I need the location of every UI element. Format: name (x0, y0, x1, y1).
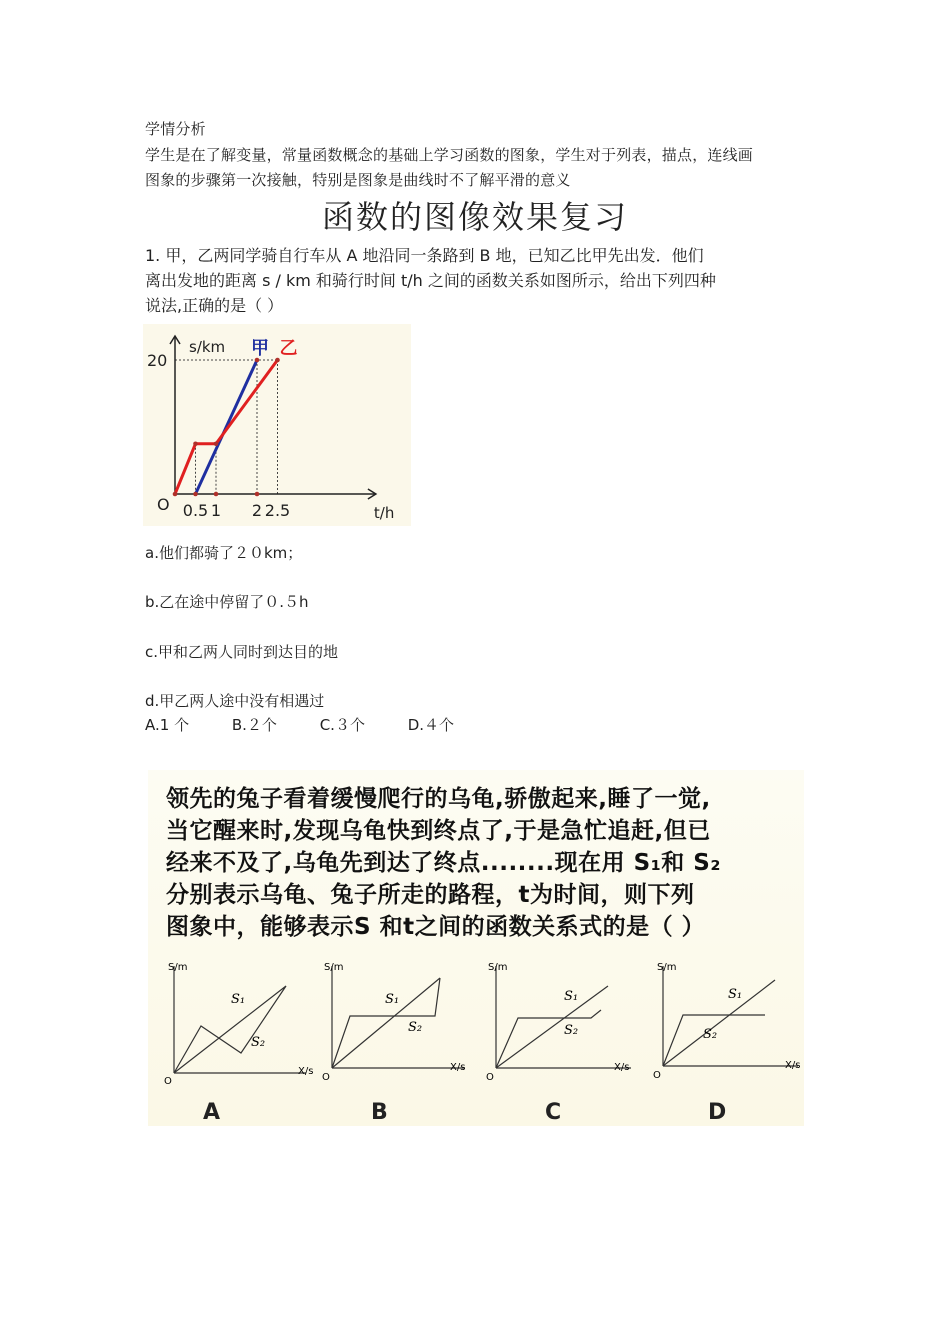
page-title: 函数的图像效果复习 (321, 198, 628, 236)
graph-d-ylabel: S/m (657, 962, 677, 973)
graph-b-xlabel: X/s (450, 1062, 466, 1073)
analysis-text-line-2: 图象的步骤第一次接触，特别是图象是曲线时不了解平滑的意义 (145, 171, 571, 189)
series-1-point-1 (193, 441, 198, 446)
question2-line-4: 分别表示乌龟、兔子所走的路程，t为时间，则下列 (166, 882, 695, 908)
x-tick-label-1: 1 (210, 501, 222, 520)
y-tick-label-20: 20 (147, 351, 168, 370)
graph-a-s2: S₂ (251, 1035, 266, 1050)
series-label-jia: 甲 (251, 338, 269, 359)
series-1-point-0 (173, 492, 178, 497)
graph-b-s1: S₁ (385, 992, 400, 1007)
x-tick-label-0: 0.5 (182, 501, 209, 520)
graph-c-s2-line (496, 1010, 601, 1068)
graph-c-s1-line (496, 986, 608, 1068)
tortoise-hare-question (148, 770, 804, 1126)
graph-b-ylabel: S/m (324, 962, 344, 973)
option-c: c.甲和乙两人同时到达目的地 (145, 643, 339, 661)
tick-point-1 (214, 492, 219, 497)
series-1-point-2 (214, 441, 219, 446)
question1-line-2: 离出发地的距离 s / km 和骑行时间 t/h 之间的函数关系如图所示，给出下列四种 (145, 271, 716, 290)
graph-d-label: D (708, 1100, 727, 1125)
series-0-point-0 (193, 492, 198, 497)
graph-c-xlabel: X/s (614, 1062, 630, 1073)
x-tick-label-3: 2.5 (264, 501, 291, 520)
graph-a-origin: O (164, 1076, 172, 1087)
graph-a-lines (174, 986, 286, 1073)
graph-c-s2: S₂ (564, 1023, 579, 1038)
graph-d-origin: O (653, 1070, 661, 1081)
question2-line-2: 当它醒来时,发现乌龟快到终点了,于是急忙追赶,但已 (166, 818, 711, 844)
graph-c-s1: S₁ (564, 989, 579, 1004)
distance-time-chart (143, 324, 411, 526)
analysis-text-line-1: 学生是在了解变量，常量函数概念的基础上学习函数的图象，学生对于列表，描点，连线画 (145, 146, 754, 164)
answer-choices (145, 714, 492, 735)
question1-line-1: 1. 甲，乙两同学骑自行车从 A 地沿同一条路到 B 地，已知乙比甲先出发．他们 (145, 246, 704, 265)
graph-a-label: A (203, 1100, 221, 1125)
graph-d-xlabel: X/s (785, 1060, 801, 1071)
choice-d: D.４个 (407, 716, 455, 734)
graph-a-ylabel: S/m (168, 962, 188, 973)
analysis-heading: 学情分析 (145, 120, 206, 138)
graph-a-s1: S₁ (231, 992, 246, 1007)
question2-line-3: 经来不及了,乌龟先到达了终点........现在用 S₁和 S₂ (166, 850, 721, 876)
option-d: d.甲乙两人途中没有相遇过 (145, 692, 325, 710)
x-axis-label: t/h (373, 504, 395, 522)
graph-c (486, 958, 646, 1088)
choice-b: B.２个 (231, 716, 277, 734)
option-a: a.他们都骑了２０km； (145, 544, 303, 562)
graph-c-ylabel: S/m (488, 962, 508, 973)
x-tick-label-2: 2 (251, 501, 263, 520)
question2-line-5: 图象中，能够表示S 和t之间的函数关系式的是（ ） (166, 914, 706, 940)
option-b: b.乙在途中停留了０.５h (145, 593, 309, 611)
graph-c-origin: O (486, 1072, 494, 1083)
question1-line-3: 说法,正确的是（ ） (145, 296, 284, 315)
graph-c-label: C (545, 1100, 562, 1125)
graph-a (156, 958, 316, 1088)
graph-a-xlabel: X/s (298, 1066, 314, 1077)
graph-d-s2: S₂ (703, 1027, 718, 1042)
y-axis-label: s/km (189, 338, 226, 356)
choice-a: A.1 个 (145, 716, 190, 734)
tick-point-2 (255, 492, 260, 497)
graph-b-s2: S₂ (408, 1020, 423, 1035)
question2-line-1: 领先的兔子看着缓慢爬行的乌龟,骄傲起来,睡了一觉, (166, 786, 711, 812)
graph-d (653, 958, 813, 1088)
choice-c: C.３个 (319, 716, 365, 734)
origin-label: O (157, 495, 170, 514)
graph-b-label: B (371, 1100, 388, 1125)
graph-b (320, 958, 480, 1088)
series-label-yi: 乙 (279, 338, 298, 359)
graph-d-s1: S₁ (728, 987, 743, 1002)
graph-b-origin: O (322, 1072, 330, 1083)
